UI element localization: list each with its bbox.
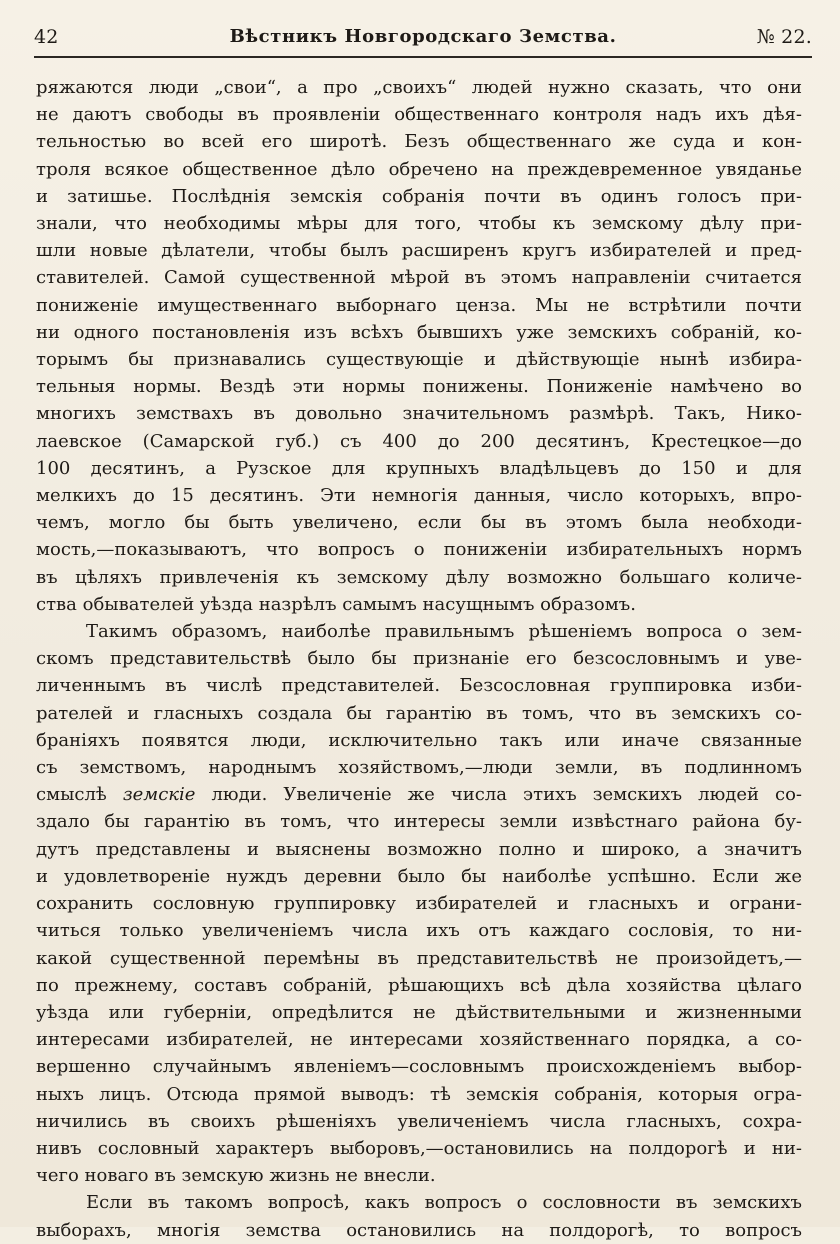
text-line: мость,—показываютъ, что вопросъ о пониженіи избирательныхъ нормъ	[36, 539, 802, 561]
text-line: личеннымъ въ числѣ представителей. Безсословная группировка изби-	[36, 675, 802, 697]
text-line: многихъ земствахъ въ довольно значительномъ размѣрѣ. Такъ, Нико-	[36, 403, 802, 425]
text-line: выборахъ, многія земства остановились на полдорогѣ, то вопросъ	[36, 1219, 802, 1241]
text-line: уѣзда или губерніи, опредѣлится не дѣйствительными и жизненными	[36, 1001, 802, 1023]
paragraph-last-line: чего новаго въ земскую жизнь не внесли.	[36, 1165, 436, 1187]
text-line: съ земствомъ, народнымъ хозяйствомъ,—люди земли, въ подлинномъ	[36, 757, 802, 779]
text-line: ставителей. Самой существенной мѣрой въ этомъ направленіи считается	[36, 267, 802, 289]
header-rule	[34, 56, 812, 58]
text-line: въ цѣляхъ привлеченія къ земскому дѣлу возможно большаго количе-	[36, 566, 802, 588]
article-body	[36, 74, 802, 1244]
text-line: какой существенной перемѣны въ представительствѣ не произойдетъ,—	[36, 947, 802, 969]
running-header	[34, 26, 812, 52]
text-line: рателей и гласныхъ создала бы гарантію въ томъ, что въ земскихъ со-	[36, 702, 802, 724]
text-line: нивъ сословный характеръ выборовъ,—остановились на полдорогѣ и ни-	[36, 1137, 802, 1159]
text-line: ныхъ лицъ. Отсюда прямой выводъ: тѣ земскія собранія, которыя огра-	[36, 1083, 802, 1105]
text-line: дутъ представлены и выяснены возможно полно и широко, а значитъ	[36, 838, 802, 860]
text-line: читься только увеличеніемъ числа ихъ отъ каждаго сословія, то ни-	[36, 920, 802, 942]
text-line: и затишье. Послѣднія земскія собранія почти въ одинъ голосъ при-	[36, 185, 802, 207]
text-line: 100 десятинъ, а Рузское для крупныхъ владѣльцевъ до 150 и для	[36, 457, 802, 479]
text-line: интересами избирателей, не интересами хозяйственнаго порядка, а со-	[36, 1029, 802, 1051]
text-line: тельныя нормы. Вездѣ эти нормы понижены. Пониженіе намѣчено во	[36, 376, 802, 398]
text-line: скомъ представительствѣ было бы признаніе его безсословнымъ и уве-	[36, 648, 802, 670]
text-line: ряжаются люди „свои“, а про „своихъ“ людей нужно сказать, что они	[36, 77, 802, 98]
text-line: знали, что необходимы мѣры для того, чтобы къ земскому дѣлу при-	[36, 213, 802, 235]
paragraph-first-line: Если въ такомъ вопросѣ, какъ вопросъ о сословности въ земскихъ	[86, 1192, 802, 1214]
paragraph-first-line: Такимъ образомъ, наиболѣе правильнымъ рѣшеніемъ вопроса о зем-	[86, 621, 802, 643]
text-line: сохранить сословную группировку избирателей и гласныхъ и ограни-	[36, 893, 802, 915]
text-line: тельностью во всей его широтѣ. Безъ общественнаго же суда и кон-	[36, 131, 802, 153]
text-line: чемъ, могло бы быть увеличено, если бы въ этомъ была необходи-	[36, 512, 802, 534]
line-segment: смыслѣ	[36, 784, 123, 806]
journal-title: Вѣстникъ Новгородскаго Земства.	[229, 26, 617, 47]
text-line: по прежнему, составъ собраній, рѣшающихъ всѣ дѣла хозяйства цѣлаго	[36, 974, 802, 996]
paragraph-last-line: ства обывателей уѣзда назрѣлъ самымъ насущнымъ образомъ.	[36, 593, 636, 615]
text-line: шли новые дѣлатели, чтобы былъ расширенъ кругъ избирателей и пред-	[36, 240, 802, 262]
text-line: мелкихъ до 15 десятинъ. Эти немногія данныя, число которыхъ, впро-	[36, 485, 802, 507]
text-line: пониженіе имущественнаго выборнаго ценза. Мы не встрѣтили почти	[36, 294, 802, 316]
text-line: здало бы гарантію въ томъ, что интересы земли извѣстнаго района бу-	[36, 811, 802, 833]
italic-word: земскіе	[122, 784, 196, 806]
text-line: лаевское (Самарской губ.) съ 400 до 200 десятинъ, Крестецкое—до	[36, 430, 802, 452]
text-line: не даютъ свободы въ проявленіи общественнаго контроля надъ ихъ дѣя-	[36, 104, 802, 126]
text-line: браніяхъ появятся люди, исключительно такъ или иначе связанные	[36, 729, 802, 751]
text-line: ничились въ своихъ рѣшеніяхъ увеличеніемъ числа гласныхъ, сохра-	[36, 1110, 802, 1132]
text-line: торымъ бы признавались существующіе и дѣйствующіе нынѣ избира-	[36, 349, 802, 371]
text-line: троля всякое общественное дѣло обречено на преждевременное увяданье	[36, 158, 802, 180]
text-line-with-italic	[36, 781, 802, 808]
page-number: 42	[34, 26, 59, 48]
text-line: и удовлетвореніе нуждъ деревни было бы наиболѣе успѣшно. Если же	[36, 865, 802, 887]
issue-number: № 22.	[756, 26, 812, 48]
text-line: вершенно случайнымъ явленіемъ—сословнымъ происхожденіемъ выбор-	[36, 1056, 802, 1078]
line-segment: люди. Увеличеніе же числа этихъ земскихъ людей со-	[195, 784, 802, 806]
text-line: ни одного постановленія изъ всѣхъ бывшихъ уже земскихъ собраній, ко-	[36, 321, 802, 343]
